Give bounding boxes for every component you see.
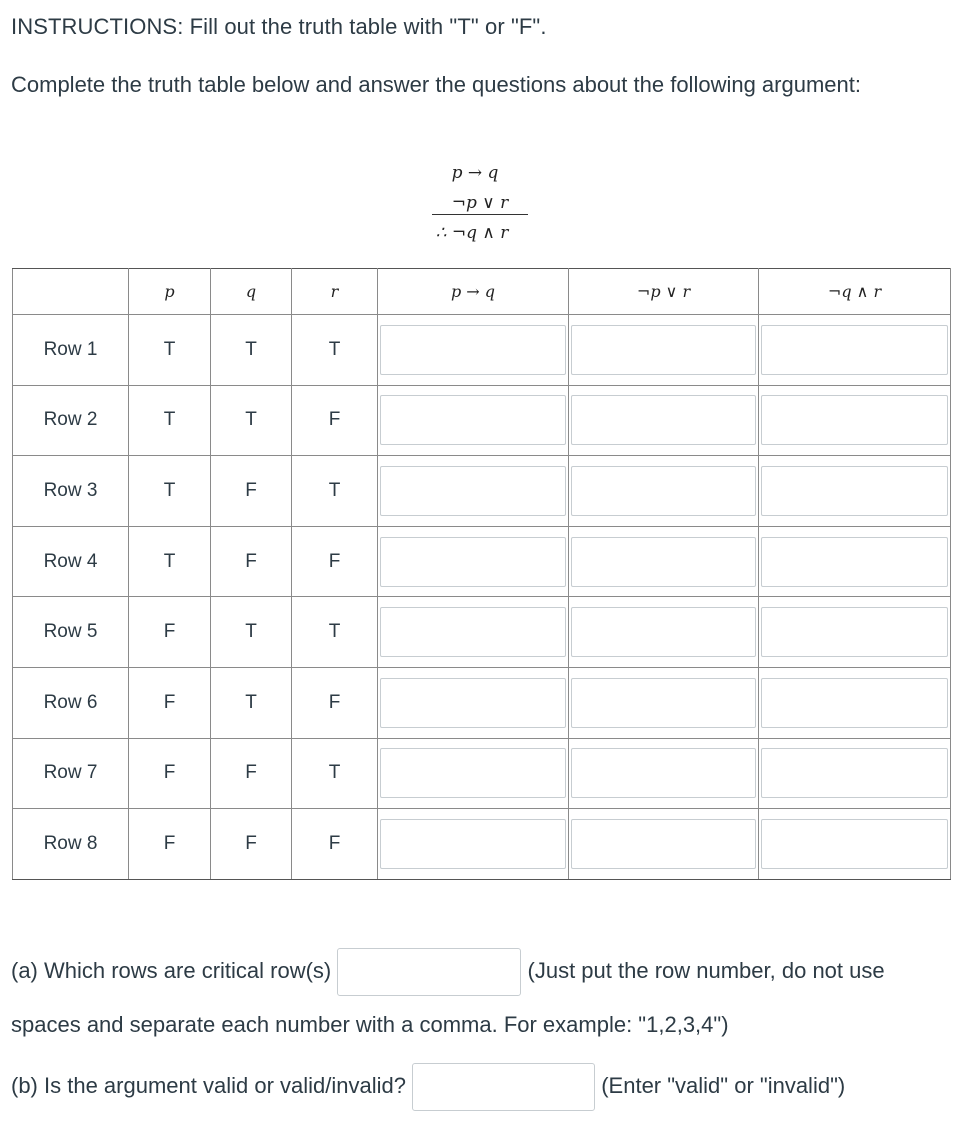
cell-q: T [211, 385, 292, 456]
row-1-not-p-or-r-input[interactable] [571, 325, 756, 375]
cell-p: T [129, 526, 211, 597]
table-row [13, 385, 951, 456]
cell-q: F [211, 526, 292, 597]
argument-block [400, 158, 550, 248]
row-3-not-p-or-r-input[interactable] [571, 466, 756, 516]
cell-p: T [129, 456, 211, 527]
cell-p: F [129, 667, 211, 738]
row-8-not-q-and-r-input[interactable] [761, 819, 948, 869]
table-row [13, 667, 951, 738]
header-r: r [292, 269, 378, 315]
row-7-p-implies-q-input[interactable] [380, 748, 566, 798]
row-label: Row 8 [13, 809, 129, 880]
cell-r: F [292, 385, 378, 456]
row-3-p-implies-q-input[interactable] [380, 466, 566, 516]
row-3-not-q-and-r-input[interactable] [761, 466, 948, 516]
row-label: Row 4 [13, 526, 129, 597]
question-b [11, 1062, 951, 1111]
row-label: Row 7 [13, 738, 129, 809]
question-a-prefix: (a) Which rows are critical row(s) [11, 958, 332, 983]
row-1-p-implies-q-input[interactable] [380, 325, 566, 375]
instructions-text: INSTRUCTIONS: Fill out the truth table with "T" or "F". [11, 14, 547, 39]
cell-r: T [292, 597, 378, 668]
row-label: Row 3 [13, 456, 129, 527]
row-label: Row 5 [13, 597, 129, 668]
row-7-not-p-or-r-input[interactable] [571, 748, 756, 798]
critical-rows-input[interactable] [337, 948, 521, 996]
cell-p: T [129, 315, 211, 386]
cell-q: T [211, 667, 292, 738]
row-6-not-p-or-r-input[interactable] [571, 678, 756, 728]
row-6-p-implies-q-input[interactable] [380, 678, 566, 728]
table-row [13, 738, 951, 809]
conclusion: ∴ ¬q ∧ r [435, 223, 509, 243]
cell-q: F [211, 809, 292, 880]
truth-table [12, 268, 951, 880]
question-b-prefix: (b) Is the argument valid or valid/invalid? [11, 1073, 406, 1098]
header-not-p-or-r: ¬p ∨ r [569, 269, 759, 315]
cell-q: T [211, 597, 292, 668]
row-7-not-q-and-r-input[interactable] [761, 748, 948, 798]
question-a-suffix: (Just put the row number, do not use spaces and separate each number with a comma. For example: "1,2,3,4") [11, 958, 885, 1037]
header-p: p [129, 269, 211, 315]
row-2-not-q-and-r-input[interactable] [761, 395, 948, 445]
table-row [13, 315, 951, 386]
table-row [13, 456, 951, 527]
table-row [13, 809, 951, 880]
table-header-row [13, 269, 951, 315]
cell-q: T [211, 315, 292, 386]
cell-r: T [292, 738, 378, 809]
row-label: Row 1 [13, 315, 129, 386]
validity-input[interactable] [412, 1063, 595, 1111]
row-6-not-q-and-r-input[interactable] [761, 678, 948, 728]
row-5-not-p-or-r-input[interactable] [571, 607, 756, 657]
header-p-implies-q: p → q [378, 269, 569, 315]
table-row [13, 597, 951, 668]
question-b-suffix: (Enter "valid" or "invalid") [601, 1073, 846, 1098]
cell-r: F [292, 809, 378, 880]
row-4-not-q-and-r-input[interactable] [761, 537, 948, 587]
row-2-p-implies-q-input[interactable] [380, 395, 566, 445]
cell-p: F [129, 597, 211, 668]
row-5-not-q-and-r-input[interactable] [761, 607, 948, 657]
cell-r: T [292, 315, 378, 386]
cell-r: F [292, 667, 378, 738]
premise-1: p → q [451, 163, 499, 183]
row-4-p-implies-q-input[interactable] [380, 537, 566, 587]
cell-p: F [129, 809, 211, 880]
cell-r: F [292, 526, 378, 597]
cell-p: F [129, 738, 211, 809]
header-q: q [211, 269, 292, 315]
row-5-p-implies-q-input[interactable] [380, 607, 566, 657]
cell-q: F [211, 738, 292, 809]
row-8-not-p-or-r-input[interactable] [571, 819, 756, 869]
row-8-p-implies-q-input[interactable] [380, 819, 566, 869]
row-4-not-p-or-r-input[interactable] [571, 537, 756, 587]
row-label: Row 2 [13, 385, 129, 456]
table-row [13, 526, 951, 597]
premise-2: ¬p ∨ r [432, 188, 528, 215]
intro-text: Complete the truth table below and answer the questions about the following argument: [11, 72, 861, 97]
row-label: Row 6 [13, 667, 129, 738]
header-empty [13, 269, 129, 315]
row-2-not-p-or-r-input[interactable] [571, 395, 756, 445]
cell-p: T [129, 385, 211, 456]
cell-r: T [292, 456, 378, 527]
header-not-q-and-r: ¬q ∧ r [759, 269, 951, 315]
cell-q: F [211, 456, 292, 527]
row-1-not-q-and-r-input[interactable] [761, 325, 948, 375]
question-a [11, 944, 941, 1052]
